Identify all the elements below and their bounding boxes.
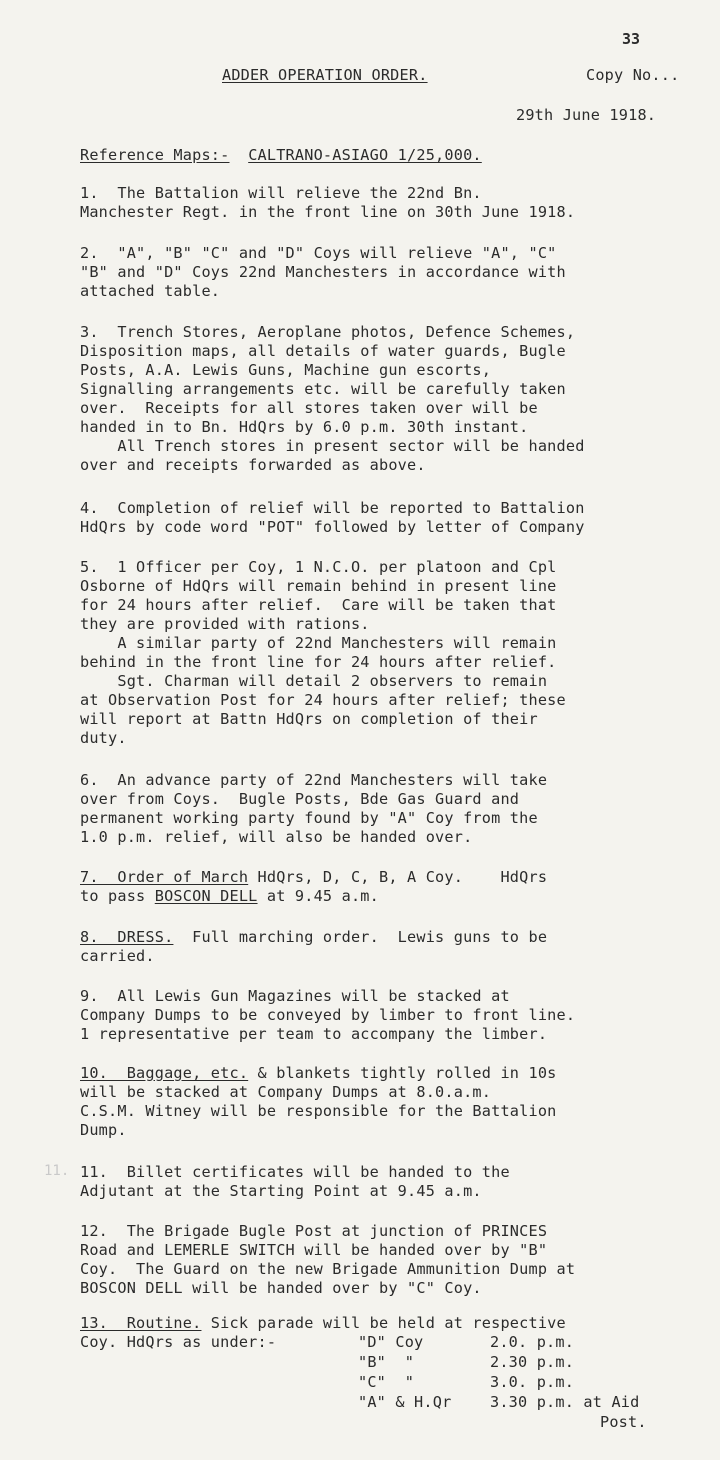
reference-maps bbox=[80, 146, 482, 164]
para-5-line-5: A similar party of 22nd Manchesters will remain bbox=[80, 634, 557, 652]
para-5-line-4: they are provided with rations. bbox=[80, 615, 370, 633]
para-13-text: Sick parade will be held at respective bbox=[201, 1314, 566, 1332]
para-10-line-3: C.S.M. Witney will be responsible for the Battalion bbox=[80, 1102, 557, 1120]
para-3-line-8: over and receipts forwarded as above. bbox=[80, 456, 426, 474]
sick-parade-time: 3.0. p.m. bbox=[490, 1373, 575, 1391]
sick-parade-location: Post. bbox=[600, 1413, 647, 1431]
para-6-line-3: permanent working party found by "A" Coy from the bbox=[80, 809, 538, 827]
para-8-line-2: carried. bbox=[80, 947, 155, 965]
para-2-line-3: attached table. bbox=[80, 282, 221, 300]
para-13-heading: 13. Routine. bbox=[80, 1314, 202, 1332]
para-8-heading: 8. DRESS. bbox=[80, 928, 174, 946]
para-3-line-4: Signalling arrangements etc. will be carefully taken bbox=[80, 380, 566, 398]
sick-parade-coy: "B" " bbox=[358, 1353, 415, 1371]
para-3-line-2: Disposition maps, all details of water guards, Bugle bbox=[80, 342, 566, 360]
para-5-line-9: will report at Battn HdQrs on completion of their bbox=[80, 710, 538, 728]
reference-label: Reference Maps:- bbox=[80, 146, 230, 164]
sick-parade-time: 2.0. p.m. bbox=[490, 1333, 575, 1351]
para-3-line-5: over. Receipts for all stores taken over will be bbox=[80, 399, 538, 417]
para-12-line-3: Coy. The Guard on the new Brigade Ammunition Dump at bbox=[80, 1260, 576, 1278]
para-11-line-2: Adjutant at the Starting Point at 9.45 a.m. bbox=[80, 1182, 482, 1200]
para-7-line-2 bbox=[80, 887, 379, 906]
para-5-line-6: behind in the front line for 24 hours after relief. bbox=[80, 653, 557, 671]
para-12-line-4: BOSCON DELL will be handed over by "C" Coy. bbox=[80, 1279, 482, 1297]
para-1-line-1: 1. The Battalion will relieve the 22nd Bn. bbox=[80, 184, 482, 202]
para-5-line-7: Sgt. Charman will detail 2 observers to remain bbox=[80, 672, 548, 690]
para-11-line-1: 11. Billet certificates will be handed to the bbox=[80, 1163, 510, 1181]
reference-value: CALTRANO-ASIAGO 1/25,000. bbox=[248, 146, 482, 164]
para-9-line-1: 9. All Lewis Gun Magazines will be stacked at bbox=[80, 987, 510, 1005]
para-5-line-2: Osborne of HdQrs will remain behind in present line bbox=[80, 577, 557, 595]
sick-parade-time: 2.30 p.m. bbox=[490, 1353, 575, 1371]
sick-parade-coy: "D" Coy bbox=[358, 1333, 424, 1351]
sick-parade-coy: "A" & H.Qr bbox=[358, 1393, 452, 1411]
para-2-line-2: "B" and "D" Coys 22nd Manchesters in accordance with bbox=[80, 263, 566, 281]
para-5-line-10: duty. bbox=[80, 729, 127, 747]
para-7-line-1 bbox=[80, 868, 547, 887]
copy-number: Copy No... bbox=[586, 66, 680, 84]
para-7-heading: 7. Order of March bbox=[80, 868, 249, 886]
para-10-line-2: will be stacked at Company Dumps at 8.0.a.m. bbox=[80, 1083, 492, 1101]
page-number: 33 bbox=[622, 30, 641, 48]
para-5-line-8: at Observation Post for 24 hours after relief; these bbox=[80, 691, 566, 709]
sick-parade-time: 3.30 p.m. at Aid bbox=[490, 1393, 640, 1411]
para-12-line-2: Road and LEMERLE SWITCH will be handed over by "B" bbox=[80, 1241, 548, 1259]
para-5-line-3: for 24 hours after relief. Care will be taken that bbox=[80, 596, 557, 614]
para-5-line-1: 5. 1 Officer per Coy, 1 N.C.O. per platoon and Cpl bbox=[80, 558, 557, 576]
para-1-line-2: Manchester Regt. in the front line on 30th June 1918. bbox=[80, 203, 576, 221]
para-7-text-b: at 9.45 a.m. bbox=[257, 887, 379, 905]
para-10-text: & blankets tightly rolled in 10s bbox=[248, 1064, 557, 1082]
para-2-line-1: 2. "A", "B" "C" and "D" Coys will relieve "A", "C" bbox=[80, 244, 557, 262]
order-title: ADDER OPERATION ORDER. bbox=[222, 66, 428, 84]
para-8-text: Full marching order. Lewis guns to be bbox=[173, 928, 548, 946]
para-10-heading: 10. Baggage, etc. bbox=[80, 1064, 249, 1082]
para-4-line-2: HdQrs by code word "POT" followed by letter of Company bbox=[80, 518, 585, 536]
para-9-line-2: Company Dumps to be conveyed by limber to front line. bbox=[80, 1006, 576, 1024]
place-boscon-dell: BOSCON DELL bbox=[154, 887, 258, 905]
para-8-line-1 bbox=[80, 928, 547, 947]
para-10-line-4: Dump. bbox=[80, 1121, 127, 1139]
sick-parade-coy: "C" " bbox=[358, 1373, 415, 1391]
para-6-line-4: 1.0 p.m. relief, will also be handed over. bbox=[80, 828, 473, 846]
para-4-line-1: 4. Completion of relief will be reported to Battalion bbox=[80, 499, 585, 517]
para-13-line-1 bbox=[80, 1314, 566, 1333]
para-13-intro: Coy. HdQrs as under:- bbox=[80, 1333, 277, 1351]
para-6-line-1: 6. An advance party of 22nd Manchesters will take bbox=[80, 771, 548, 789]
margin-annotation: 11. bbox=[44, 1163, 70, 1179]
para-3-line-1: 3. Trench Stores, Aeroplane photos, Defence Schemes, bbox=[80, 323, 576, 341]
para-7-text-a: to pass bbox=[80, 887, 155, 905]
para-12-line-1: 12. The Brigade Bugle Post at junction of PRINCES bbox=[80, 1222, 548, 1240]
order-date: 29th June 1918. bbox=[516, 106, 657, 124]
para-3-line-3: Posts, A.A. Lewis Guns, Machine gun escorts, bbox=[80, 361, 492, 379]
para-6-line-2: over from Coys. Bugle Posts, Bde Gas Guard and bbox=[80, 790, 520, 808]
para-3-line-7: All Trench stores in present sector will be handed bbox=[80, 437, 585, 455]
para-9-line-3: 1 representative per team to accompany the limber. bbox=[80, 1025, 548, 1043]
para-3-line-6: handed in to Bn. HdQrs by 6.0 p.m. 30th instant. bbox=[80, 418, 529, 436]
para-7-text: HdQrs, D, C, B, A Coy. HdQrs bbox=[248, 868, 548, 886]
para-10-line-1 bbox=[80, 1064, 557, 1083]
